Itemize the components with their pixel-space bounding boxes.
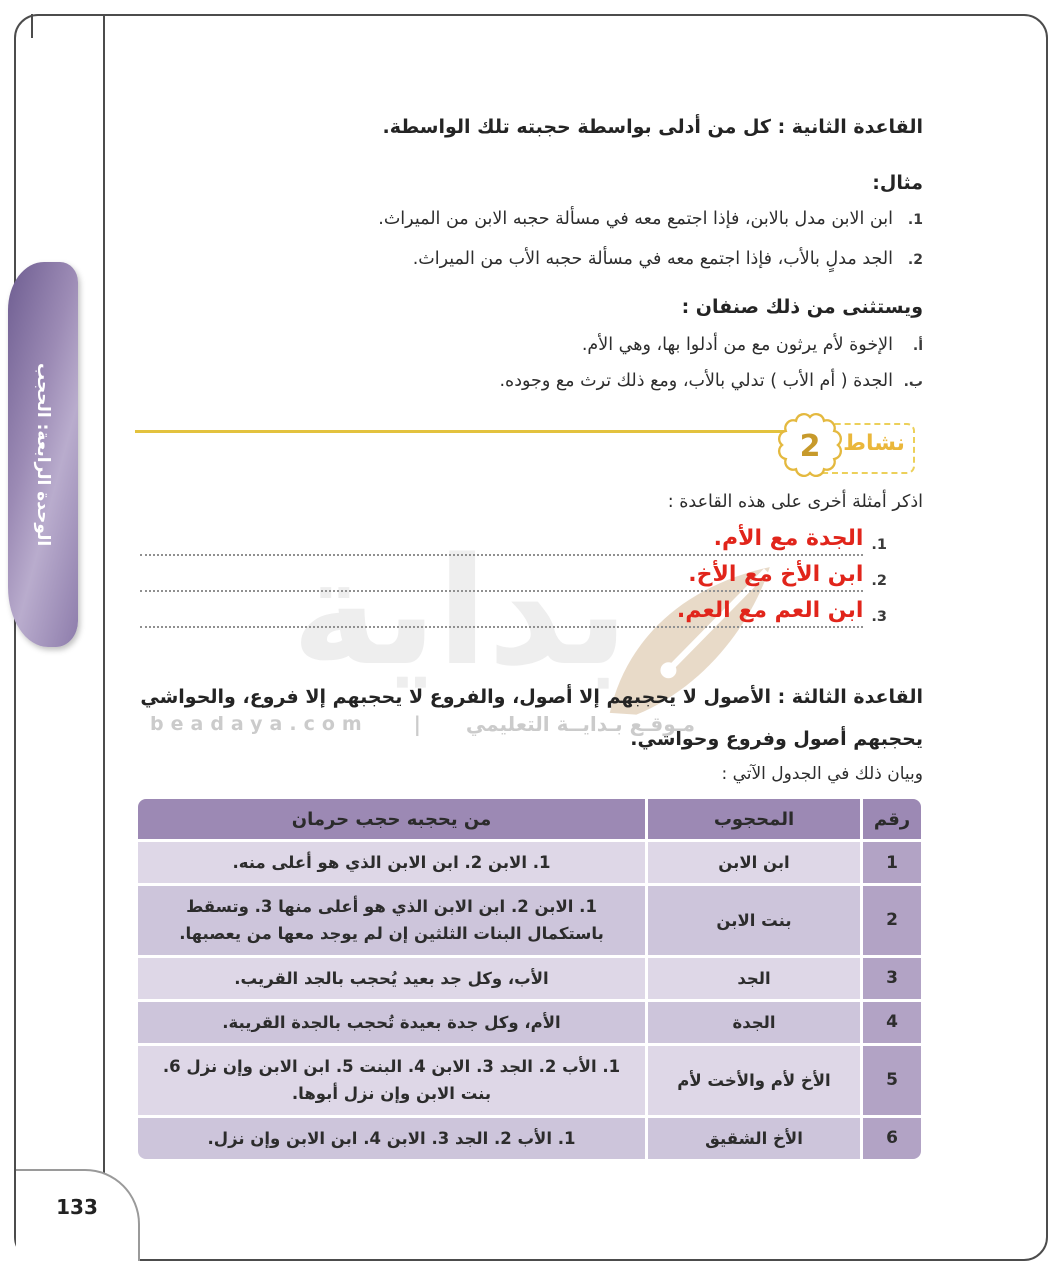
row-num: 1 <box>863 842 921 883</box>
answer-text: الجدة مع الأم. <box>713 525 864 551</box>
header-blocked: المحجوب <box>648 799 860 839</box>
row-blocked: الجد <box>648 958 860 999</box>
row-num: 6 <box>863 1118 921 1159</box>
watermark-caption-divider: | <box>413 712 421 736</box>
answer-row <box>140 520 887 556</box>
table-row <box>138 1046 921 1114</box>
rule2-heading: القاعدة الثانية : كل من أدلى بواسطة حجبته تلك الواسطة. <box>382 116 923 138</box>
unit-ribbon-label: الوحدة الرابعة: الحجب <box>33 362 53 547</box>
exception-item-letter: أ. <box>912 338 923 354</box>
example-item-text: الجد مدلٍ بالأب، فإذا اجتمع معه في مسألة حجبه الأب من الميراث. <box>412 249 893 269</box>
rule3-heading: القاعدة الثالثة : الأصول لا يحجبهم إلا أصول، والفروع لا يحجبهم إلا فروع، والحواشي يحجبهم أصول وفروع وحواشي. <box>140 686 923 750</box>
row-blockers: الأم، وكل جدة بعيدة تُحجب بالجدة القريبة. <box>138 1002 645 1043</box>
table-intro: وبيان ذلك في الجدول الآتي : <box>721 764 923 784</box>
example-item-number: 1. <box>907 212 923 228</box>
example-item <box>135 206 958 232</box>
page-number: 133 <box>56 1195 98 1219</box>
table-row <box>138 1118 921 1159</box>
example-label: مثال: <box>872 172 923 194</box>
example-item-text: ابن الابن مدل بالابن، فإذا اجتمع معه في مسألة حجبه الابن من الميراث. <box>378 209 893 229</box>
answer-text: ابن الأخ مع الأخ. <box>688 561 864 587</box>
exception-item <box>135 368 938 394</box>
row-num: 5 <box>863 1046 921 1114</box>
row-blockers: الأب، وكل جد بعيد يُحجب بالجد القريب. <box>138 958 645 999</box>
table-header-row <box>138 799 921 839</box>
answer-dotted-line <box>140 556 863 592</box>
watermark-caption-url: beadaya.com <box>150 713 369 735</box>
table-row <box>138 842 921 883</box>
row-num: 3 <box>863 958 921 999</box>
example-item-number: 2. <box>907 252 923 268</box>
answer-dotted-line <box>140 592 863 628</box>
activity-divider-line <box>135 430 787 433</box>
example-item <box>135 246 958 272</box>
activity-label: نشاط <box>843 431 905 456</box>
activity-answers <box>140 520 887 628</box>
exception-item-text: الجدة ( أم الأب ) تدلي بالأب، ومع ذلك ترث مع وجوده. <box>499 371 893 391</box>
header-num: رقم <box>863 799 921 839</box>
row-blockers: 1. الابن 2. ابن الابن الذي هو أعلى منه. <box>138 842 645 883</box>
answer-row <box>140 592 887 628</box>
hajb-table <box>135 796 924 1162</box>
watermark-caption-arabic: مـوقـع بـدايــة التعليمي <box>465 712 695 736</box>
row-num: 2 <box>863 886 921 954</box>
corner-tick-mark <box>31 14 33 38</box>
row-blockers: 1. الأب 2. الجد 3. الابن 4. ابن الابن وإن نزل. <box>138 1118 645 1159</box>
row-blocked: بنت الابن <box>648 886 860 954</box>
activity-prompt: اذكر أمثلة أخرى على هذه القاعدة : <box>667 492 923 512</box>
row-blockers: 1. الابن 2. ابن الابن الذي هو أعلى منها 3. وتسقط باستكمال البنات الثلثين إن لم يوجد معها من يعصبها. <box>138 886 645 954</box>
table-row <box>138 886 921 954</box>
row-blocked: الأخ لأم والأخت لأم <box>648 1046 860 1114</box>
answer-row <box>140 556 887 592</box>
answer-number: 3. <box>871 609 887 625</box>
row-blocked: الجدة <box>648 1002 860 1043</box>
answer-number: 2. <box>871 573 887 589</box>
row-num: 4 <box>863 1002 921 1043</box>
table-row <box>138 958 921 999</box>
exception-item <box>135 332 938 358</box>
sidebar-divider-line <box>103 15 105 1259</box>
watermark-logo: بداية <box>291 526 629 698</box>
activity-number: 2 <box>799 429 821 464</box>
exception-label: ويستثنى من ذلك صنفان : <box>681 296 923 318</box>
page-number-box <box>16 1169 140 1261</box>
watermark-caption <box>150 712 695 736</box>
exception-item-letter: ب. <box>903 374 923 390</box>
exception-item-text: الإخوة لأم يرثون مع من أدلوا بها، وهي الأم. <box>581 335 893 355</box>
answer-text: ابن العم مع العم. <box>676 597 864 623</box>
row-blockers: 1. الأب 2. الجد 3. الابن 4. البنت 5. ابن الابن وإن نزل 6. بنت الابن وإن نزل أبوها. <box>138 1046 645 1114</box>
header-blockers: من يحجبه حجب حرمان <box>138 799 645 839</box>
row-blocked: ابن الابن <box>648 842 860 883</box>
table-row <box>138 1002 921 1043</box>
unit-ribbon <box>8 262 78 647</box>
answer-number: 1. <box>871 537 887 553</box>
row-blocked: الأخ الشقيق <box>648 1118 860 1159</box>
activity-number-badge-icon <box>776 411 844 479</box>
answer-dotted-line <box>140 520 863 556</box>
